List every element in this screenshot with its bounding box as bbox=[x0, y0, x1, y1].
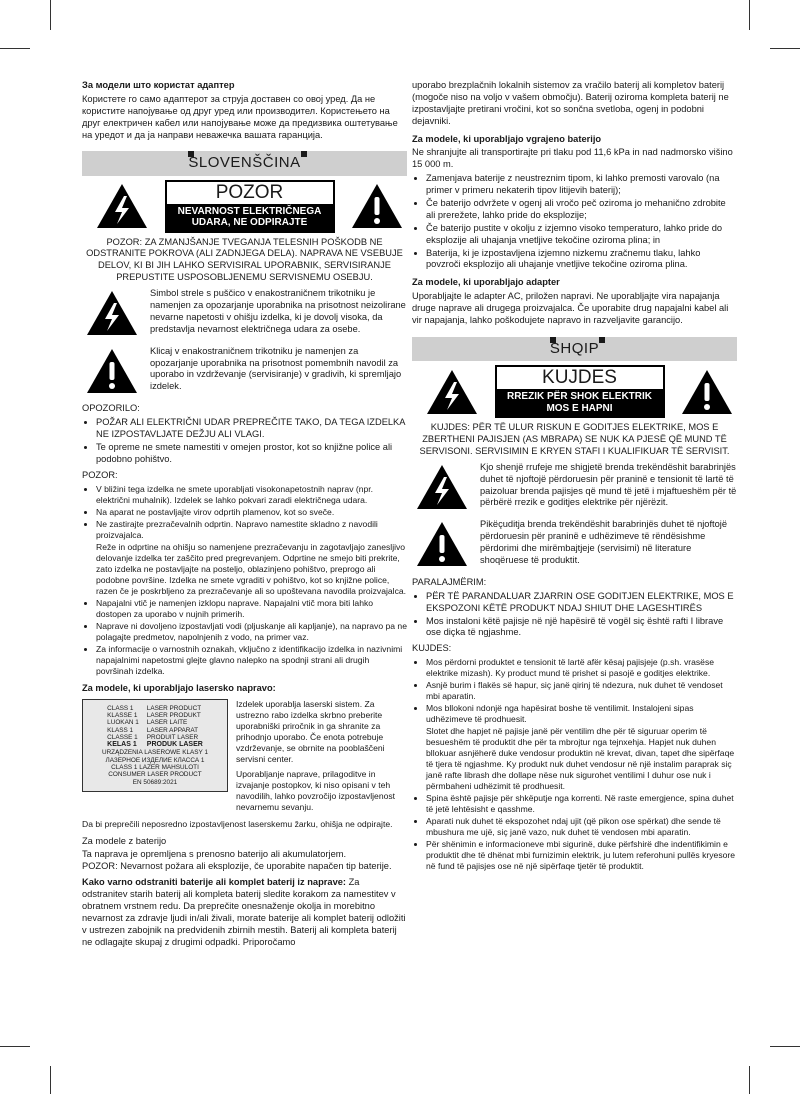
laser-line: URZĄDZENIA LASEROWE KLASY 1 bbox=[101, 749, 209, 757]
list-item: • Te opreme ne smete namestiti v omejen prostor, kot so knjižne police ali podobno pohištvo. bbox=[96, 442, 407, 466]
list-item: • Ne zastirajte prezračevalnih odprtin. Napravo namestite skladno z navodili proizvajalca. bbox=[96, 519, 407, 541]
pozor-list bbox=[82, 484, 407, 677]
crop-mark bbox=[50, 0, 51, 30]
list-item: • Naprave ni dovoljeno izpostavljati vodi (pljuskanje ali kapljanje), na napravo pa ne polagajte predmetov, napolnjenih z vodo, na primer vaz. bbox=[96, 621, 407, 643]
exclamation-triangle-icon bbox=[416, 521, 468, 567]
laser-heading: Za modele, ki uporabljajo lasersko napravo: bbox=[82, 682, 276, 693]
paralajmerim-heading: PARALAJMËRIM: bbox=[412, 576, 487, 587]
kujdes-label: KUJDES bbox=[430, 422, 468, 433]
sq-symbol-exclamation bbox=[416, 519, 737, 571]
crop-mark bbox=[50, 1066, 51, 1094]
laser-cell: CLASSE 1 bbox=[107, 733, 138, 741]
pozor-sub-line: UDARA, NE ODPIRAJTE bbox=[191, 217, 308, 229]
crop-mark bbox=[749, 0, 750, 30]
pozor-text: : ZA ZMANJŠANJE TVEGANJA TELESNIH POŠKODB NE ODSTRANITE POKROVA (ALI ZADNJEGA DELA). NAPRAVA NE VSEBUJE DELOV, KI BI JIH LAHKO SERVISIRAL UPORABNIK, SERVISIRANJE PREPUSTITE USPOSOBLJENEMU SERVISNEMU OSEBJU. bbox=[86, 236, 403, 283]
laser-text-2: Uporabljanje naprave, prilagoditve in izvajanje postopkov, ki niso opisani v teh navodilih, lahko povzročijo izpostavljenost nevarnemu sevanju. bbox=[236, 768, 396, 812]
list-item: • Mos instaloni këtë pajisje në një hapësirë të vogël siç është rafti I librave ose diçka të ngjashme. bbox=[426, 616, 737, 640]
list-item: • Aparati nuk duhet të ekspozohet ndaj ujit (që pikon ose spërkat) dhe sende të mbushura me ujë, siç janë vazo, nuk duhet të vendosen mbi aparatin. bbox=[426, 816, 737, 838]
table-row bbox=[103, 727, 207, 734]
mk-adapter-heading: За модели што користат адаптер bbox=[82, 80, 235, 90]
laser-cell: KLASSE 1 bbox=[107, 711, 138, 719]
crop-mark bbox=[0, 1046, 30, 1047]
table-row bbox=[103, 719, 207, 726]
pozor-heading: POZOR: bbox=[82, 469, 118, 480]
laser-cell: LASER APPARAT bbox=[146, 726, 199, 734]
kujdes-heading: KUJDES: bbox=[412, 643, 452, 654]
sl-symbol-lightning-text: Simbol strele s puščico v enakostraničnem trikotniku je namenjen za opozarjanje uporabnika na prisotnost neizolirane nevarne napetosti v ohišju izdelka, ki je dovolj visoka, da predstavlja nevarnost električnega udara za osebe. bbox=[150, 288, 406, 334]
battery-removal-text: Za odstranitev starih baterij ali kompleta baterij sledite korakom za namestitev v obratnem vrstnem redu. Da preprečite onesnaženje okolja in morebitno nevarnost za zdravje ljudi in/ali živali, morate baterije ali komplet baterij odložiti v ustrezen zabojnik na predvidenih zbirnih mestih. Baterij ali kompleta baterij ne odlagajte skupaj z drugimi odpadki. Priporočamo bbox=[82, 877, 406, 947]
left-column bbox=[82, 80, 407, 953]
list-item: • Če baterijo pustite v okolju z izjemno visoko temperaturo, lahko pride do eksplozije ali uhajanja vnetljive tekočine oziroma plina; in bbox=[426, 223, 737, 247]
kujdes-text: : PËR TË ULUR RISKUN E GODITJES ELEKTRIKE, MOS E ZBERTHENI PAJISJEN (AS MBRAPA) SE NUK KA PJESË QË MUND TË SERVISONI. SERVISIMIN E KRYEN STAFI I KUALIFIKUAR TË SERVISIT. bbox=[419, 422, 730, 456]
sl-symbol-exclamation-text: Klicaj v enakostraničnem trikotniku je namenjen za opozarjanje uporabnika na prisotnost pomembnih navodil za uporabo in vzdrževanje (servisiranje) v gradivih, ki spremljajo izdelek. bbox=[150, 345, 402, 392]
builtin-battery-text: Ne shranjujte ali transportirajte pri tlaku pod 11,6 kPa in nad nadmorsko višino 15 000 m. bbox=[412, 147, 733, 170]
mk-adapter-text: Користете го само адаптерот за струја доставен со овој уред. Да не користите напојување од друг уред или производител. Користењето на друг електричен кабел или напојување може да предизвика оштетување на уредот и да ја направи неважечка вашата гаранција. bbox=[82, 93, 398, 140]
laser-warning: Da bi preprečili neposredno izpostavljenost laserskemu žarku, ohišja ne odpirajte. bbox=[82, 818, 393, 829]
laser-cell: LASER LAITE bbox=[146, 719, 188, 727]
lightning-triangle-icon bbox=[86, 290, 138, 336]
kujdes-subtitle bbox=[497, 389, 663, 416]
list-item: • Napajalni vtič je namenjen izklopu naprave. Napajalni vtič mora biti lahko dostopen za uporabo v nujnih primerih. bbox=[96, 598, 407, 620]
builtin-battery-list bbox=[412, 173, 737, 271]
laser-text: Izdelek uporablja laserski sistem. Za ustrezno rabo izdelka skrbno preberite uporabniški priročnik in ga shranite za prihodnjo uporabo. Če enota potrebuje vzdrževanje, se obrnite na pooblaščeni servisni center. bbox=[236, 698, 385, 764]
laser-cell: PRODUIT LASER bbox=[146, 733, 199, 741]
crop-mark bbox=[749, 1066, 750, 1094]
list-item: • Za informacije o varnostnih oznakah, vključno z identifikacijo izdelka in nazivnimi napajalnimi napetostmi glejte glavno nalepko na spodnji strani ali drugih površinah izdelka. bbox=[96, 644, 407, 677]
table-row bbox=[103, 705, 207, 712]
battery-heading: Za modele z baterijo bbox=[82, 835, 167, 846]
table-row bbox=[103, 734, 207, 741]
laser-cell: LASER PRODUCT bbox=[146, 704, 202, 712]
pozor-box bbox=[165, 180, 335, 233]
shqip-banner: SHQIP bbox=[412, 337, 737, 361]
table-row bbox=[103, 741, 207, 749]
pozor-label: POZOR bbox=[106, 236, 140, 247]
builtin-battery-heading: Za modele, ki uporabljajo vgrajeno baterijo bbox=[412, 133, 602, 144]
list-item: • Asnjë burim i flakës së hapur, siç janë qirinj të ndezura, nuk duhet të vendoset mbi aparatin. bbox=[426, 680, 737, 702]
list-item: Slotet dhe hapjet në pajisje janë për ventilim dhe për të siguruar operim të besueshëm të produktit dhe për ta mbrojtur nga tejnxehja. Hapjet nuk duhen bllokuar asnjëherë duke vendosur produktin në krevat, divan, tapet dhe sipërfaqe të tjera të ngjashme. Ky produkt nuk duhet vendosur në një instalim paraprak siç janë rafte librash dhe dollape nëse nuk sigurohet ventilimi I duhur ose nuk i përmbaheni udhëzimit të prodhuesit. bbox=[426, 726, 735, 792]
list-item: • PËR TË PARANDALUAR ZJARRIN OSE GODITJEN ELEKTRIKE, MOS E EKSPOZONI KËTË PRODUKT NDAJ SHIUT DHE LAGESHTIRËS bbox=[426, 591, 737, 615]
kujdes-sub-line: MOS E HAPNI bbox=[546, 402, 613, 414]
laser-cell: LUOKAN 1 bbox=[107, 719, 139, 727]
sq-warning-row bbox=[426, 365, 733, 418]
laser-cell: CLASS 1 bbox=[107, 704, 134, 712]
battery-pozor-label: POZOR bbox=[82, 861, 116, 872]
laser-line: ЛАЗЕРНОЕ ИЗДЕЛИЕ КЛАССА 1 bbox=[105, 756, 205, 764]
list-item: • V bližini tega izdelka ne smete uporabljati visokonapetostnih naprav (npr. električni muhalnik). Izdelek se lahko pokvari zaradi električnega udara. bbox=[96, 484, 407, 506]
list-item: • Na aparat ne postavljajte virov odprtih plamenov, kot so sveče. bbox=[96, 507, 407, 518]
list-item: • Mos bllokoni ndonjë nga hapësirat boshe të ventilimit. Instalojeni sipas udhëzimeve të prodhuesit. bbox=[426, 703, 737, 725]
list-item: Reže in odprtine na ohišju so namenjene prezračevanju in zagotavljajo zanesljivo delovanje izdelka ter zaščito pred pregrevanjem. Odprtine ne smejo biti prekrite, zato izdelka ne postavljajte na posteljo, oblazinjeno pohištvo, preprogo ali podobne površine. Izdelka ne smete vgraditi v pohištvo, kot so knjižne police, razen če je poskrbljeno za prezračevanje ali so upoštevana navodila proizvajalca. bbox=[96, 541, 407, 596]
list-item: • Mos përdorni produktet e tensionit të lartë afër kësaj pajisjeje (p.sh. vrasëse elektrike mizash). Ky product mund të prishet si pasojë e goditjes elektrike. bbox=[426, 657, 737, 679]
exclamation-triangle-icon bbox=[86, 348, 138, 394]
sl-warning-row bbox=[96, 180, 403, 233]
sl-symbol-exclamation bbox=[86, 346, 407, 398]
exclamation-triangle-icon bbox=[351, 183, 403, 229]
laser-line: CONSUMER LASER PRODUCT bbox=[108, 771, 202, 779]
lightning-triangle-icon bbox=[96, 183, 148, 229]
battery-text: Ta naprava je opremljena s prenosno baterijo ali akumulatorjem. bbox=[82, 849, 347, 860]
laser-cell: LASER PRODUKT bbox=[146, 711, 201, 719]
battery-pozor bbox=[82, 861, 407, 873]
right-column bbox=[412, 80, 737, 876]
paralajmerim-list bbox=[412, 591, 737, 640]
pozor-subtitle bbox=[167, 204, 333, 231]
crop-mark bbox=[770, 1046, 800, 1047]
pozor-sub-line: NEVARNOST ELEKTRIČNEGA bbox=[177, 205, 322, 217]
crop-mark bbox=[0, 48, 30, 49]
adapter-text: Uporabljajte le adapter AC, priložen napravi. Ne uporabljajte vira napajanja druge naprave ali drugega proizvajalca. Če uporabite drug napajalni kabel ali vir napajanja, lahko poškodujete napravo in razveljavite garancijo. bbox=[412, 291, 729, 326]
pozor-title: POZOR bbox=[215, 181, 284, 203]
list-item: • Zamenjava baterije z neustreznim tipom, ki lahko premosti varovalo (na primer v primeru nekaterih tipov litijevih baterij); bbox=[426, 173, 737, 197]
laser-cell: KELAS 1 bbox=[107, 741, 137, 749]
sl-pozor-statement bbox=[82, 237, 407, 285]
list-item: • Spina është pajisje për shkëputje nga korrenti. Në raste emergjence, spina duhet të jetë lehtësisht e qasshme. bbox=[426, 793, 737, 815]
laser-description bbox=[236, 699, 407, 817]
list-item: • Për shënimin e informacioneve mbi sigurinë, duke përfshirë dhe indentifikimin e produktit dhe të dhënat mbi furnizimin elektrik, ju lutem referohuni pullës kryesore në fund të pajisjes ose në një sipërfaqe tjetër të produktit. bbox=[426, 839, 737, 872]
sq-symbol-lightning-text: Kjo shenjë rrufeje me shigjetë brenda trekëndëshit barabrinjës duhet të njoftojë përdoruesin për praninë e tensionit të lartë të paizoluar brenda pajisjes që mund të jetë i mjaftueshëm për të përbërë rrezik e goditjes elektrike për njërëzit. bbox=[480, 461, 737, 508]
lightning-triangle-icon bbox=[416, 464, 468, 510]
list-item: • Če baterijo odvržete v ogenj ali vročo peč oziroma jo mehanično zdrobite ali prerežete, lahko pride do eksplozije; bbox=[426, 198, 737, 222]
laser-line: CLASS 1 LAZER MAHSULOTI bbox=[111, 764, 199, 772]
sq-kujdes-statement bbox=[412, 422, 737, 458]
opozorilo-heading: OPOZORILO: bbox=[82, 403, 140, 414]
laser-line: EN 50689:2021 bbox=[132, 778, 178, 786]
sl-symbol-lightning bbox=[86, 288, 407, 340]
battery-removal-continued: uporabo brezplačnih lokalnih sistemov za vračilo baterij ali kompletov baterij (mogoče niso na voljo v vašem območju). Baterij oziroma kompleta baterij ne izpostavljajte pretirani vročini, kot so sončna svetloba, ogenj in podobni dejavniki. bbox=[412, 80, 729, 126]
list-item: • POŽAR ALI ELEKTRIČNI UDAR PREPREČITE TAKO, DA TEGA IZDELKA NE IZPOSTAVLJATE DEŽJU ALI VLAGI. bbox=[96, 417, 407, 441]
kujdes-sub-line: RREZIK PËR SHOK ELEKTRIK bbox=[506, 391, 652, 403]
battery-removal-heading: Kako varno odstraniti baterije ali komplet baterij iz naprave: bbox=[82, 877, 347, 888]
list-item: • Baterija, ki je izpostavljena izjemno nizkemu zračnemu tlaku, lahko povzroči eksplozijo ali uhajanje vnetljive tekočine oziroma plina. bbox=[426, 248, 737, 272]
laser-cell: PRODUK LASER bbox=[146, 741, 203, 749]
kujdes-list bbox=[412, 657, 737, 872]
kujdes-box bbox=[495, 365, 665, 418]
crop-mark bbox=[770, 48, 800, 49]
laser-label bbox=[82, 699, 228, 793]
table-row bbox=[103, 712, 207, 719]
laser-section bbox=[82, 699, 407, 817]
exclamation-triangle-icon bbox=[681, 369, 733, 415]
laser-class-table bbox=[103, 705, 207, 750]
slovenscina-banner: SLOVENŠČINA bbox=[82, 151, 407, 175]
sq-symbol-lightning bbox=[416, 462, 737, 514]
sq-symbol-exclamation-text: Pikëçuditja brenda trekëndëshit barabrinjës duhet të njoftojë përdoruesin për praninë e udhëzimeve të rëndësishme përdorimi dhe mirëmbajtjeje (servisimi) në literature shoqëruese të produktit. bbox=[480, 519, 728, 565]
battery-removal bbox=[82, 877, 407, 948]
kujdes-title: KUJDES bbox=[542, 367, 617, 389]
laser-cell: KLASS 1 bbox=[107, 726, 134, 734]
opozorilo-list bbox=[82, 417, 407, 466]
battery-pozor-text: : Nevarnost požara ali eksplozije, če uporabite napačen tip baterije. bbox=[115, 861, 392, 872]
lightning-triangle-icon bbox=[426, 369, 478, 415]
adapter-heading: Za modele, ki uporabljajo adapter bbox=[412, 277, 560, 288]
